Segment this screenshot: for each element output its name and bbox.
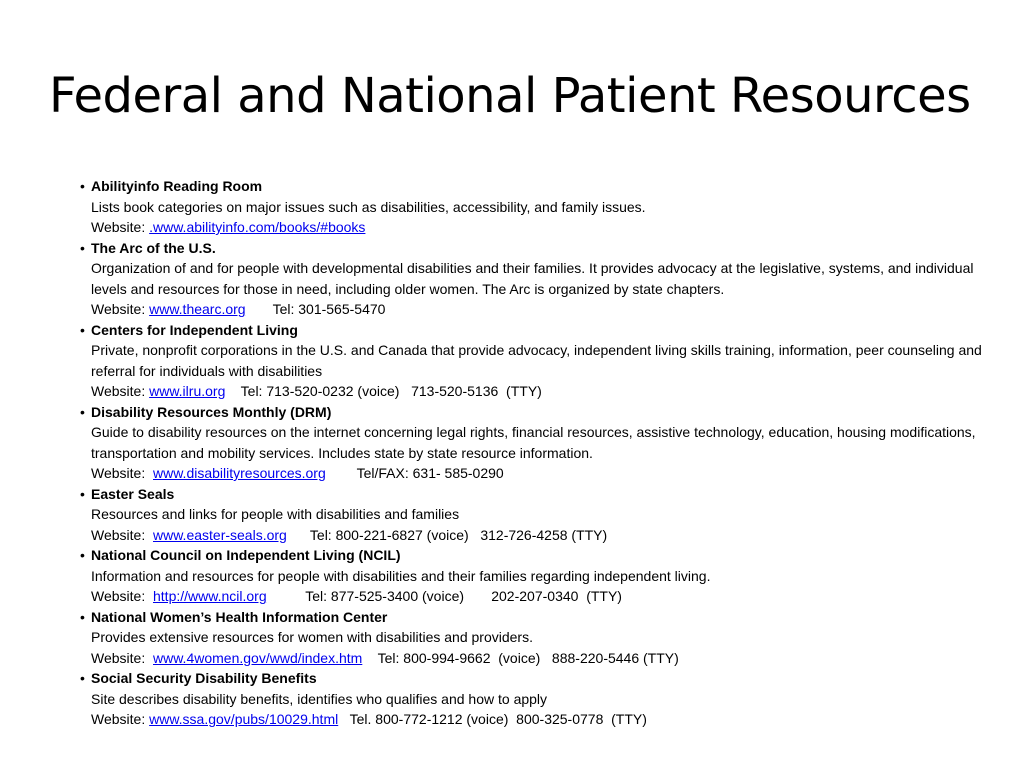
contact-phone: Tel: 800-994-9662 (voice) 888-220-5446 (TTY) [362,649,679,666]
bullet-icon: • [80,670,85,686]
resource-description: Lists book categories on major issues such as disabilities, accessibility, and family issues. [91,198,646,215]
bullet-icon: • [80,403,85,420]
resource-description: Private, nonprofit corporations in the U.S. and Canada that provide advocacy, independent living skills training, information, peer counseling and referral for individuals with disabilities [91,342,982,379]
resource-description: Resources and links for people with disabilities and families [91,506,460,522]
website-label: Website: [91,383,150,399]
website-link[interactable]: http://www.ncil.org [153,588,267,604]
resource-description: Organization of and for people with developmental disabilities and their families. It provides advocacy at the legislative, systems, and individual levels and resources for those in need, including older women. The Arc is organized by state chapters. [91,260,974,297]
resource-contact [91,463,1000,484]
resource-item-easter-seals [0,484,1000,546]
resource-item-abilityinfo [0,176,1000,238]
resource-contact [91,586,1000,607]
bullet-icon: • [80,321,85,338]
resource-description: Provides extensive resources for women with disabilities and providers. [91,629,533,645]
bullet-icon: • [80,547,85,563]
website-link[interactable]: www.ssa.gov/pubs/10029.html [149,711,339,727]
website-label: Website: [91,526,153,543]
contact-phone: Tel: 877-525-3400 (voice) 202-207-0340 (TTY) [266,588,622,604]
website-label: Website: [91,588,153,604]
website-link[interactable]: www.4women.gov/wwd/index.htm [153,649,363,666]
website-link[interactable]: .www.abilityinfo.com/books/#books [149,219,366,235]
contact-phone: Tel: 713-520-0232 (voice) 713-520-5136 (TTY) [225,383,542,399]
slide-title: Federal and National Patient Resources [49,68,971,124]
website-label: Website: [91,465,153,481]
website-label: Website: [91,649,153,666]
resource-item-ncil [0,545,1000,607]
resource-contact [91,709,1000,730]
contact-phone: Tel. 800-772-1212 (voice) 800-325-0778 (TTY) [338,711,647,727]
resource-item-drm [0,402,1000,484]
bullet-icon: • [80,239,85,256]
website-label: Website: [91,711,150,727]
contact-phone: Tel: 301-565-5470 [245,301,386,317]
resource-name: Disability Resources Monthly (DRM) [91,403,332,420]
resource-list [0,176,1000,730]
resource-name: Social Security Disability Benefits [91,670,317,686]
website-link[interactable]: www.ilru.org [149,383,226,399]
resource-name: National Women’s Health Information Center [91,608,388,625]
resource-name: Centers for Independent Living [91,321,298,338]
resource-item-cil [0,320,1000,402]
website-label: Website: [91,219,150,235]
resource-contact [91,217,1000,238]
resource-contact [91,525,1000,546]
resource-description: Information and resources for people with disabilities and their families regarding independent living. [91,567,711,584]
website-label: Website: [91,301,150,317]
resource-contact [91,299,1000,320]
bullet-icon: • [80,485,85,502]
bullet-icon: • [80,608,85,625]
resource-item-ssa [0,668,1000,730]
resource-contact [91,648,1000,669]
contact-phone: Tel: 800-221-6827 (voice) 312-726-4258 (TTY) [286,526,608,543]
resource-name: The Arc of the U.S. [91,239,216,256]
resource-item-nwhic [0,607,1000,669]
resource-contact [91,381,1000,402]
bullet-icon: • [80,178,85,194]
website-link[interactable]: www.easter-seals.org [153,526,287,543]
resource-name: Easter Seals [91,485,175,502]
resource-name: National Council on Independent Living (NCIL) [91,547,401,563]
resource-name: Abilityinfo Reading Room [91,178,263,194]
website-link[interactable]: www.disabilityresources.org [153,465,326,481]
resource-description: Site describes disability benefits, identifies who qualifies and how to apply [91,690,548,707]
resource-item-arc [0,238,1000,320]
website-link[interactable]: www.thearc.org [149,301,246,317]
resource-description: Guide to disability resources on the internet concerning legal rights, financial resources, assistive technology, education, housing modifications, transportation and mobility services. Includes state by state resource information. [91,424,976,461]
contact-phone: Tel/FAX: 631- 585-0290 [325,465,504,481]
